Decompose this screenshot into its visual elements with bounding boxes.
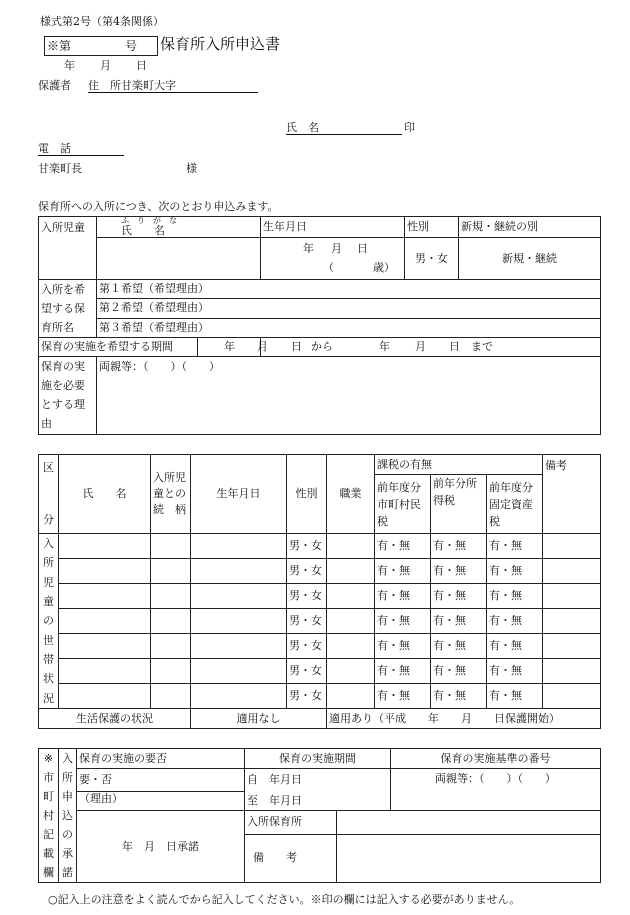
approval-side-label: 入 所 申 込 の 承 諾: [59, 749, 77, 883]
tax-property-cell[interactable]: 有・無: [487, 559, 543, 584]
requirement-header: 保育の実施の要否: [77, 749, 245, 769]
period-from: から: [311, 340, 333, 353]
tax-income-cell[interactable]: 有・無: [431, 559, 487, 584]
member-job-cell[interactable]: [327, 584, 375, 609]
type-header: 新規・継続の別: [459, 217, 601, 238]
child-label: 入所児童: [39, 217, 97, 280]
member-name-cell[interactable]: [59, 684, 151, 709]
member-remarks-cell[interactable]: [543, 659, 601, 684]
member-sex-cell[interactable]: 男・女: [287, 659, 327, 684]
tax-resident-cell[interactable]: 有・無: [375, 684, 431, 709]
member-remarks-cell[interactable]: [543, 584, 601, 609]
approval-date[interactable]: 年 月 日承諾: [77, 811, 245, 883]
period-label: 保育の実施を希望する期間: [41, 340, 173, 353]
member-remarks-cell[interactable]: [543, 684, 601, 709]
welfare-label: 生活保護の状況: [39, 709, 191, 729]
member-job-cell[interactable]: [327, 609, 375, 634]
requirement-value[interactable]: 要・否: [77, 769, 245, 792]
member-relation-cell[interactable]: [151, 534, 191, 559]
member-name-cell[interactable]: [59, 584, 151, 609]
tax-resident-cell[interactable]: 有・無: [375, 634, 431, 659]
tax-income-cell[interactable]: 有・無: [431, 634, 487, 659]
municipal-remarks-label: 備 考: [245, 834, 337, 882]
member-sex-header: 性別: [287, 455, 327, 534]
nursery-value[interactable]: [337, 811, 601, 834]
member-relation-cell[interactable]: [151, 584, 191, 609]
tax-income-cell[interactable]: 有・無: [431, 659, 487, 684]
member-job-cell[interactable]: [327, 634, 375, 659]
relation-header: 入所児 童との 続 柄: [151, 455, 191, 534]
tax-income-header: 前年分所 得税: [431, 475, 487, 534]
date-month: 月: [100, 59, 111, 72]
addressee: 甘楽町長: [38, 162, 82, 175]
table-row: [39, 684, 601, 709]
form-number: 様式第2号（第4条関係）: [40, 15, 164, 28]
period-header: 保育の実施期間: [245, 749, 391, 769]
member-sex-cell[interactable]: 男・女: [287, 584, 327, 609]
period-year-2: 年: [379, 340, 390, 353]
table-row: [39, 609, 601, 634]
table-row: [39, 584, 601, 609]
tax-property-cell[interactable]: 有・無: [487, 584, 543, 609]
household-side-label: 入 所 児 童 の 世 帯 状 況: [39, 534, 59, 709]
child-name-input[interactable]: [97, 238, 261, 280]
member-job-cell[interactable]: [327, 659, 375, 684]
tax-property-cell[interactable]: 有・無: [487, 534, 543, 559]
standard-value[interactable]: 両親等：（ ）（ ）: [391, 769, 601, 811]
member-sex-cell[interactable]: 男・女: [287, 634, 327, 659]
tax-resident-cell[interactable]: 有・無: [375, 559, 431, 584]
tax-income-cell[interactable]: 有・無: [431, 584, 487, 609]
member-birth-cell[interactable]: [191, 584, 287, 609]
age-close: 歳）: [373, 261, 395, 274]
honorific: 様: [186, 162, 197, 175]
member-birth-cell[interactable]: [191, 609, 287, 634]
period-month-2: 月: [415, 340, 426, 353]
member-birth-cell[interactable]: [191, 559, 287, 584]
period-day-2: 日: [449, 340, 460, 353]
wish-1[interactable]: 第１希望（希望理由）: [97, 280, 601, 299]
member-birth-cell[interactable]: [191, 534, 287, 559]
birth-header: 生年月日: [261, 217, 405, 238]
address-field[interactable]: [88, 80, 258, 93]
date-year: 年: [64, 59, 75, 72]
member-sex-cell[interactable]: 男・女: [287, 559, 327, 584]
reason-value[interactable]: 両親等：（ ）（ ）: [97, 357, 601, 435]
tax-resident-cell[interactable]: 有・無: [375, 584, 431, 609]
nursery-label: 入所保育所: [245, 811, 337, 834]
tax-resident-header: 前年度分 市町村民 税: [375, 475, 431, 534]
furigana-label: ふ り が な: [121, 216, 177, 225]
period-day-1: 日: [291, 340, 302, 353]
member-name-cell[interactable]: [59, 659, 151, 684]
member-job-cell[interactable]: [327, 534, 375, 559]
footer-note: ○記入上の注意をよく読んでから記入してください。※印の欄には記入する必要がありません。: [48, 893, 521, 906]
birth-day: 日: [357, 242, 368, 255]
tax-property-header: 前年度分 固定資産 税: [487, 475, 543, 534]
member-remarks-cell[interactable]: [543, 534, 601, 559]
member-name-cell[interactable]: [59, 559, 151, 584]
member-name-header: 氏 名: [59, 455, 151, 534]
period-to: まで: [471, 340, 493, 353]
reception-number-box[interactable]: [44, 36, 158, 56]
table-row: [39, 534, 601, 559]
guardian-label: 保護者: [38, 79, 71, 92]
member-birth-cell[interactable]: [191, 634, 287, 659]
table-row: [39, 659, 601, 684]
member-job-cell[interactable]: [327, 684, 375, 709]
municipal-table: [38, 748, 601, 883]
sex-header: 性別: [405, 217, 459, 238]
member-sex-cell[interactable]: 男・女: [287, 534, 327, 559]
member-birth-cell[interactable]: [191, 684, 287, 709]
period-divider: [197, 338, 198, 357]
member-sex-cell[interactable]: 男・女: [287, 684, 327, 709]
name-label: 氏 名: [286, 121, 319, 134]
child-birth-input[interactable]: [261, 238, 405, 280]
period-value[interactable]: [224, 338, 601, 357]
wish-3[interactable]: 第３希望（希望理由）: [97, 318, 601, 337]
tax-header: 課税の有無: [375, 455, 543, 475]
tax-resident-cell[interactable]: 有・無: [375, 659, 431, 684]
member-job-cell[interactable]: [327, 559, 375, 584]
child-type-value[interactable]: 新規・継続: [459, 238, 601, 280]
phone-field[interactable]: [38, 143, 124, 156]
table-row: [39, 559, 601, 584]
tax-resident-cell[interactable]: 有・無: [375, 609, 431, 634]
child-name-header: [97, 217, 261, 238]
name-header-label: 氏 名: [121, 224, 165, 237]
reason-label: 保育の実 施を必要 とする理 由: [39, 357, 97, 435]
wish-2[interactable]: 第２希望（希望理由）: [97, 299, 601, 318]
standard-header: 保育の実施基準の番号: [391, 749, 601, 769]
welfare-yes[interactable]: 適用あり（平成 年 月 日保護開始）: [327, 709, 601, 729]
tax-income-cell[interactable]: 有・無: [431, 684, 487, 709]
guardian-name-field[interactable]: [286, 122, 402, 135]
member-relation-cell[interactable]: [151, 559, 191, 584]
member-name-cell[interactable]: [59, 609, 151, 634]
tax-income-cell[interactable]: 有・無: [431, 534, 487, 559]
period-to-value[interactable]: 至 年月日: [245, 792, 391, 811]
municipal-remarks-value[interactable]: [337, 834, 601, 882]
member-birth-header: 生年月日: [191, 455, 287, 534]
period-year-1: 年: [224, 340, 235, 353]
member-remarks-cell[interactable]: [543, 634, 601, 659]
birth-year: 年: [303, 242, 314, 255]
member-relation-cell[interactable]: [151, 609, 191, 634]
tax-property-cell[interactable]: 有・無: [487, 684, 543, 709]
date-day: 日: [136, 59, 147, 72]
tax-property-cell[interactable]: 有・無: [487, 609, 543, 634]
intro-text: 保育所への入所につき、次のとおり申込みます。: [38, 200, 279, 213]
wish-label: 入所を希 望する保 育所名: [39, 280, 97, 338]
municipal-side-label: ※ 市 町 村 記 載 欄: [39, 749, 59, 883]
phone-label: 電 話: [38, 142, 71, 155]
kubun-header: 区 分: [39, 455, 59, 534]
member-sex-cell[interactable]: 男・女: [287, 609, 327, 634]
address-label: 住 所甘楽町大字: [88, 79, 176, 92]
tax-income-cell[interactable]: 有・無: [431, 609, 487, 634]
member-remarks-cell[interactable]: [543, 609, 601, 634]
reception-suffix: 号: [125, 39, 138, 53]
remarks-header: 備考: [543, 455, 601, 534]
period-month-1: 月: [257, 340, 268, 353]
page-title: 保育所入所申込書: [160, 35, 281, 53]
requirement-reason[interactable]: （理由）: [77, 792, 245, 811]
member-relation-cell[interactable]: [151, 659, 191, 684]
birth-month: 月: [331, 242, 342, 255]
seal-mark: 印: [404, 121, 415, 134]
reception-prefix: ※第: [47, 39, 72, 53]
age-open: （: [323, 261, 334, 274]
tax-resident-cell[interactable]: 有・無: [375, 534, 431, 559]
table-row: [39, 634, 601, 659]
member-relation-cell[interactable]: [151, 684, 191, 709]
member-name-cell[interactable]: [59, 634, 151, 659]
tax-property-cell[interactable]: 有・無: [487, 659, 543, 684]
welfare-none[interactable]: 適用なし: [191, 709, 327, 729]
member-name-cell[interactable]: [59, 534, 151, 559]
child-sex-value[interactable]: 男・女: [405, 238, 459, 280]
period-from-value[interactable]: 自 年月日: [245, 769, 391, 792]
application-table: [38, 216, 601, 435]
member-relation-cell[interactable]: [151, 634, 191, 659]
member-remarks-cell[interactable]: [543, 559, 601, 584]
tax-property-cell[interactable]: 有・無: [487, 634, 543, 659]
member-birth-cell[interactable]: [191, 659, 287, 684]
household-table: [38, 454, 601, 729]
job-header: 職業: [327, 455, 375, 534]
